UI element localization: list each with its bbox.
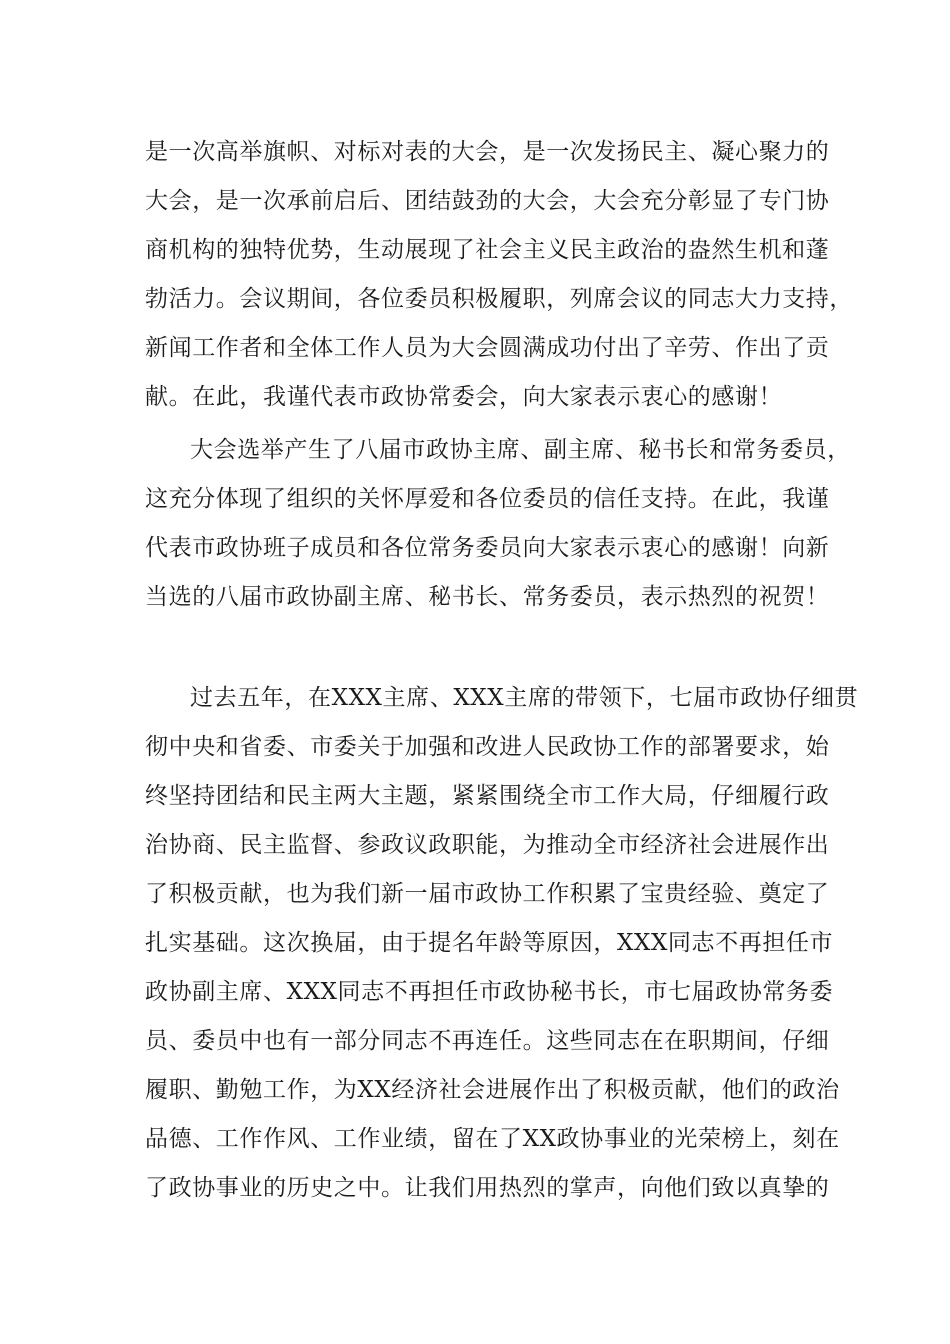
paragraph-3-line-5: 了积极贡献，也为我们新一届市政协工作积累了宝贵经验、奠定了 (145, 881, 830, 907)
paragraph-1-line-2: 大会，是一次承前启后、团结鼓劲的大会，大会充分彰显了专门协 (145, 188, 830, 214)
paragraph-1-line-6: 献。在此，我谨代表市政协常委会，向大家表示衷心的感谢！ (145, 384, 783, 410)
paragraph-3-line-8: 员、委员中也有一部分同志不再连任。这些同志在在职期间，仔细 (145, 1028, 830, 1054)
paragraph-1-line-1: 是一次高举旗帜、对标对表的大会，是一次发扬民主、凝心聚力的 (145, 139, 830, 165)
paragraph-1-line-5: 新闻工作者和全体工作人员为大会圆满成功付出了辛劳、作出了贡 (145, 335, 830, 361)
paragraph-2-line-2: 这充分体现了组织的关怀厚爱和各位委员的信任支持。在此，我谨 (145, 486, 830, 512)
paragraph-3-line-9: 履职、勤勉工作，为XX经济社会进展作出了积极贡献，他们的政治 (145, 1077, 840, 1103)
paragraph-1-line-4: 勃活力。会议期间，各位委员积极履职，列席会议的同志大力支持， (145, 286, 853, 312)
paragraph-3-line-1: 过去五年，在XXX主席、XXX主席的带领下，七届市政协仔细贯 (190, 685, 859, 711)
paragraph-3-line-3: 终坚持团结和民主两大主题，紧紧围绕全市工作大局，仔细履行政 (145, 783, 830, 809)
paragraph-2-line-4: 当选的八届市政协副主席、秘书长、常务委员，表示热烈的祝贺！ (145, 584, 830, 610)
paragraph-3-line-11: 了政协事业的历史之中。让我们用热烈的掌声，向他们致以真挚的 (145, 1175, 830, 1201)
paragraph-3-line-6: 扎实基础。这次换届，由于提名年龄等原因，XXX同志不再担任市 (145, 930, 834, 956)
paragraph-3-line-7: 政协副主席、XXX同志不再担任市政协秘书长，市七届政协常务委 (145, 979, 834, 1005)
paragraph-1-line-3: 商机构的独特优势，生动展现了社会主义民主政治的盎然生机和蓬 (145, 237, 830, 263)
paragraph-3-line-10: 品德、工作作风、工作业绩，留在了XX政协事业的光荣榜上，刻在 (145, 1126, 840, 1152)
paragraph-3-line-2: 彻中央和省委、市委关于加强和改进人民政协工作的部署要求，始 (145, 734, 830, 760)
paragraph-2-line-1: 大会选举产生了八届市政协主席、副主席、秘书长和常务委员， (190, 437, 851, 463)
paragraph-2-line-3: 代表市政协班子成员和各位常务委员向大家表示衷心的感谢！向新 (145, 535, 830, 561)
paragraph-3-line-4: 治协商、民主监督、参政议政职能，为推动全市经济社会进展作出 (145, 832, 830, 858)
